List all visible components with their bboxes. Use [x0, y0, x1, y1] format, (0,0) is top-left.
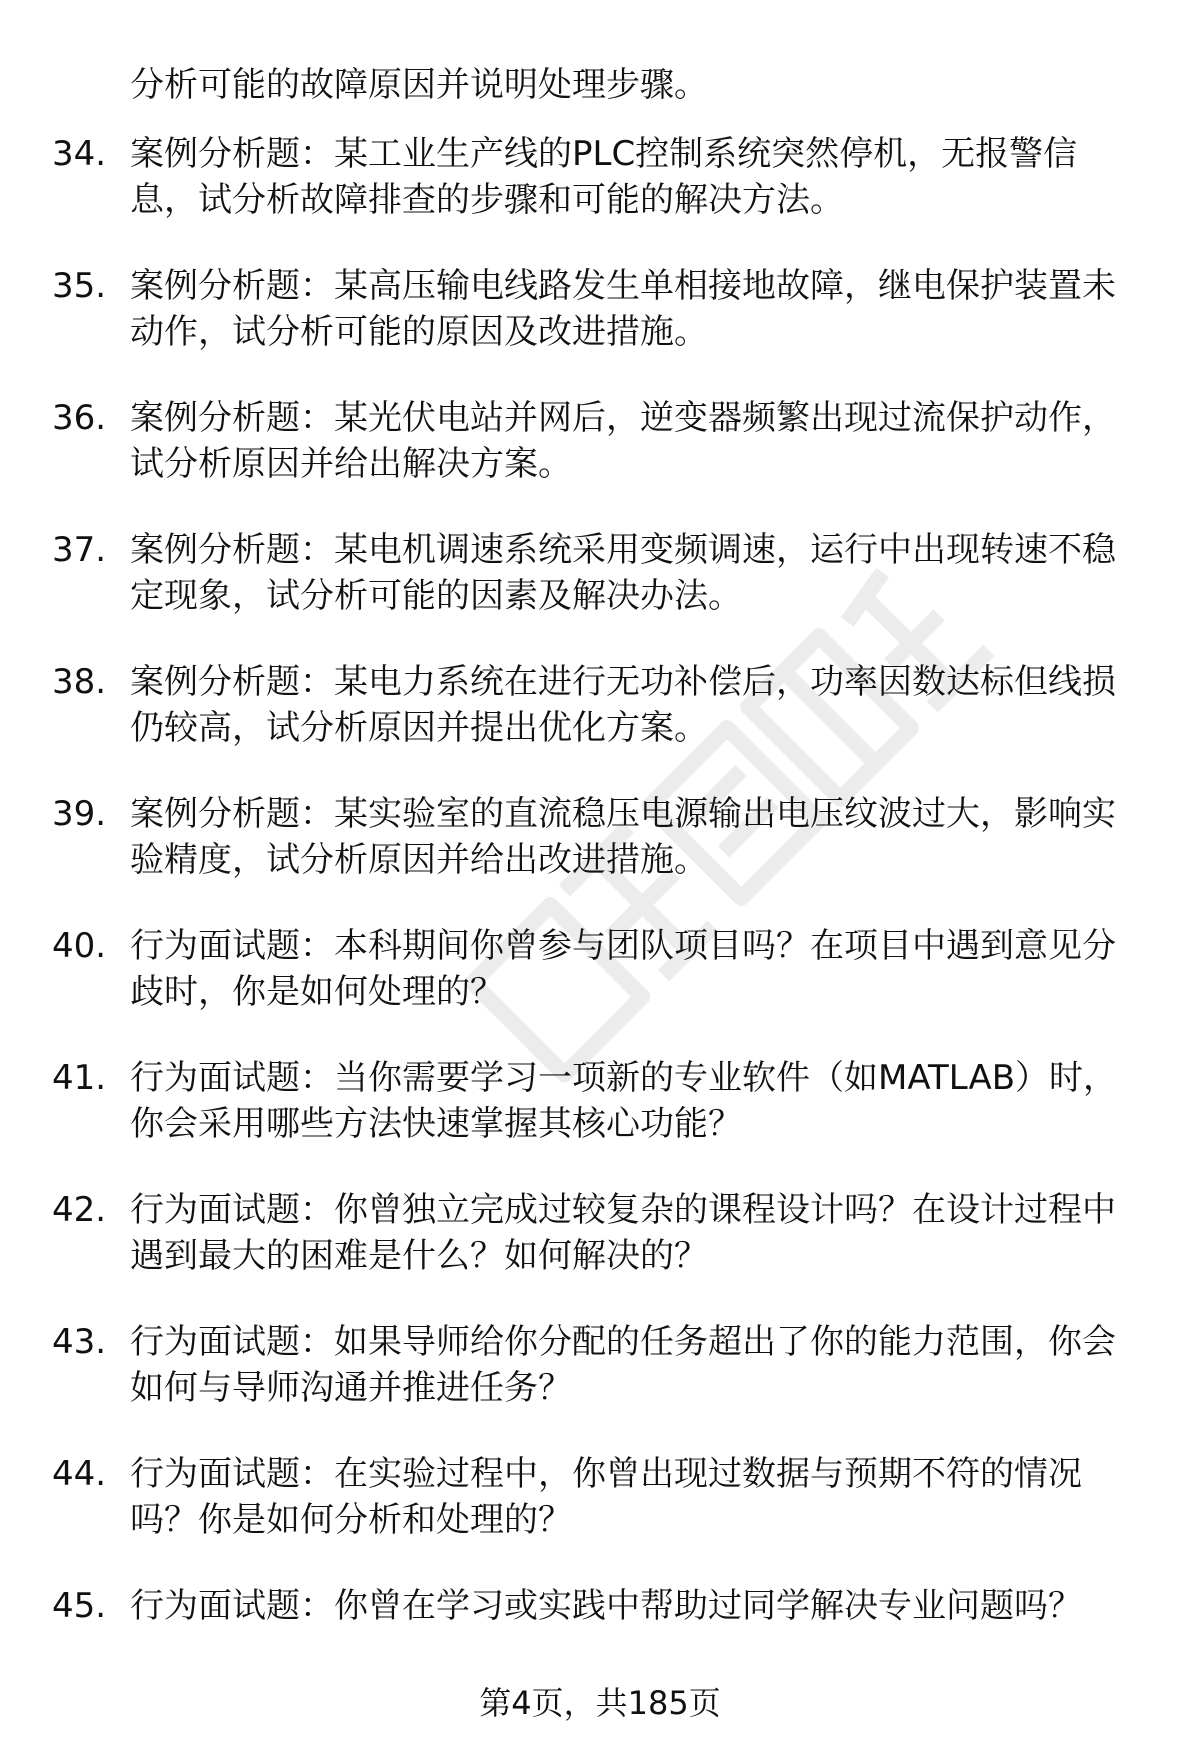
page-footer: 第4页，共185页 — [479, 1684, 721, 1722]
question-number: 43. — [52, 1322, 107, 1362]
question-text: 行为面试题：本科期间你曾参与团队项目吗？在项目中遇到意见分歧时，你是如何处理的？ — [130, 926, 1116, 1012]
question-item — [0, 131, 1200, 263]
question-number: 44. — [52, 1454, 107, 1494]
question-item — [0, 263, 1200, 395]
question-item — [0, 1187, 1200, 1319]
question-list — [0, 131, 1200, 1715]
question-number: 34. — [52, 134, 107, 174]
question-text: 行为面试题：你曾在学习或实践中帮助过同学解决专业问题吗？ — [130, 1586, 1082, 1626]
question-item — [0, 659, 1200, 791]
question-text: 行为面试题：在实验过程中，你曾出现过数据与预期不符的情况吗？你是如何分析和处理的？ — [130, 1454, 1082, 1540]
question-text: 案例分析题：某工业生产线的PLC控制系统突然停机，无报警信息，试分析故障排查的步骤和可能的解决方法。 — [130, 134, 1078, 220]
question-text: 行为面试题：如果导师给你分配的任务超出了你的能力范围，你会如何与导师沟通并推进任务？ — [130, 1322, 1116, 1408]
question-text: 案例分析题：某电机调速系统采用变频调速，运行中出现转速不稳定现象，试分析可能的因素及解决办法。 — [130, 530, 1116, 616]
question-number: 41. — [52, 1058, 107, 1098]
question-number: 35. — [52, 266, 107, 306]
question-item — [0, 1319, 1200, 1451]
question-item — [0, 395, 1200, 527]
question-text: 案例分析题：某电力系统在进行无功补偿后，功率因数达标但线损仍较高，试分析原因并提出优化方案。 — [130, 662, 1116, 748]
question-number: 42. — [52, 1190, 107, 1230]
continuation-text: 分析可能的故障原因并说明处理步骤。 — [130, 65, 708, 105]
question-number: 36. — [52, 398, 107, 438]
question-item — [0, 1055, 1200, 1187]
question-item — [0, 1451, 1200, 1583]
question-item — [0, 527, 1200, 659]
question-number: 38. — [52, 662, 107, 702]
question-number: 40. — [52, 926, 107, 966]
question-text: 案例分析题：某实验室的直流稳压电源输出电压纹波过大，影响实验精度，试分析原因并给出改进措施。 — [130, 794, 1116, 880]
question-number: 39. — [52, 794, 107, 834]
question-item — [0, 923, 1200, 1055]
question-item — [0, 791, 1200, 923]
question-text: 行为面试题：你曾独立完成过较复杂的课程设计吗？在设计过程中遇到最大的困难是什么？如何解决的？ — [130, 1190, 1116, 1276]
question-text: 案例分析题：某高压输电线路发生单相接地故障，继电保护装置未动作，试分析可能的原因及改进措施。 — [130, 266, 1116, 352]
question-number: 45. — [52, 1586, 107, 1626]
question-text: 案例分析题：某光伏电站并网后，逆变器频繁出现过流保护动作，试分析原因并给出解决方案。 — [130, 398, 1116, 484]
question-text: 行为面试题：当你需要学习一项新的专业软件（如MATLAB）时，你会采用哪些方法快速掌握其核心功能？ — [130, 1058, 1118, 1144]
question-number: 37. — [52, 530, 107, 570]
